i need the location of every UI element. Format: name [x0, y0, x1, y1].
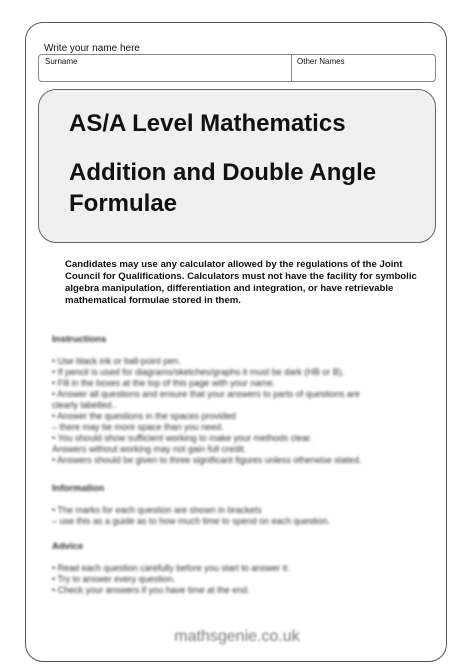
name-prompt: Write your name here — [44, 43, 140, 54]
instruction-line: – there may be more space than you need. — [52, 422, 224, 432]
name-divider — [291, 55, 292, 81]
advice-line: • Check your answers if you have time at the end. — [52, 585, 250, 595]
footer-site-name: mathsgenie.co.uk — [174, 628, 300, 645]
instruction-line: • Answers should be given to three significant figures unless otherwise stated. — [52, 455, 362, 465]
instruction-line: • If pencil is used for diagrams/sketches/graphs it must be dark (HB or B). — [52, 367, 345, 377]
information-heading: Information — [52, 483, 105, 494]
candidates-notice: Candidates may use any calculator allowed by the regulations of the Joint Council for Qualifications. Calculators must not have the facility for symbolic algebra manipulation, differentiation and integration, or have retrievable mathematical formulae stored in them. — [65, 259, 417, 306]
other-names-field[interactable]: Other Names — [297, 57, 345, 66]
name-field-box — [38, 54, 436, 82]
page-subtitle: Addition and Double Angle Formulae — [69, 159, 377, 217]
instructions-heading: Instructions — [52, 334, 107, 345]
advice-line: • Read each question carefully before you start to answer it. — [52, 563, 290, 573]
surname-field[interactable]: Surname — [45, 57, 78, 66]
advice-heading: Advice — [52, 541, 84, 552]
information-line: – use this as a guide as to how much time to spend on each question. — [52, 516, 331, 526]
instruction-line: • Fill in the boxes at the top of this page with your name. — [52, 378, 276, 388]
title-box — [38, 89, 436, 243]
instruction-line: clearly labelled.. — [52, 400, 117, 410]
instruction-line: • Use black ink or ball-point pen. — [52, 356, 181, 366]
instruction-line: Answers without working may not gain full credit. — [52, 444, 247, 454]
information-line: • The marks for each question are shown in brackets — [52, 505, 262, 515]
instruction-line: • You should show sufficient working to make your methods clear. — [52, 433, 313, 443]
instruction-line: • Answer all questions and ensure that your answers to parts of questions are — [52, 389, 360, 399]
page-title: AS/A Level Mathematics — [69, 110, 346, 137]
instruction-line: • Answer the questions in the spaces provided — [52, 411, 236, 421]
advice-line: • Try to answer every question. — [52, 574, 176, 584]
